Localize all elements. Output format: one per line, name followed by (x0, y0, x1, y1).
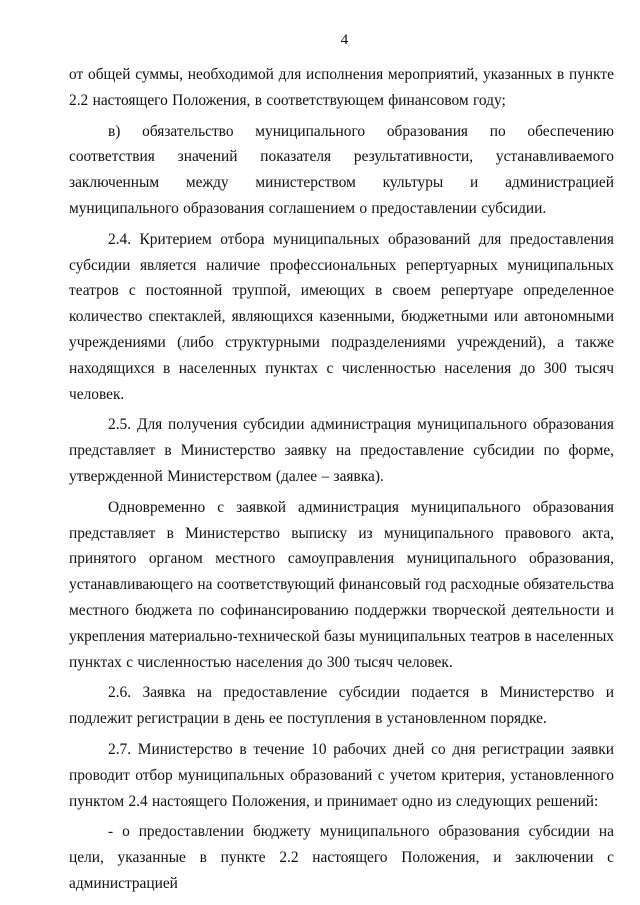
paragraph-decision-1: - о предоставлении бюджету муниципального образования субсидии на цели, указанные в пункте 2.2 настоящего Положения, и заключении с администрацией (69, 823, 614, 892)
paragraph-2-4: 2.4. Критерием отбора муниципальных образований для предоставления субсидии является наличие профессиональных репертуарных муниципальных театров с постоянной труппой, имеющих в своем репертуаре определенное количество спектаклей, являющихся казенными, бюджетными или автономными учреждениями (либо структурными подразделениями учреждений), а также находящихся в населенных пунктах с численностью населения до 300 тысяч человек. (69, 230, 614, 403)
paragraph-simultaneously: Одновременно с заявкой администрация муниципального образования представляет в Министерство выписку из муниципального правового акта, принятого органом местного самоуправления муниципального образования, устанавливающего на соответствующий финансовый год расходные обязательства местного бюджета по софинансированию поддержки творческой деятельности и укрепления материально-технической базы муниципальных театров в населенных пунктах с численностью населения до 300 тысяч человек. (69, 498, 614, 671)
page-number: 4 (340, 32, 349, 48)
paragraph-clause-v: в) обязательство муниципального образования по обеспечению соответствия значений показателя результативности, устанавливаемого заключенным между министерством культуры и администрацией муниципального образования соглашением о предоставлении субсидии. (69, 122, 614, 217)
paragraph-2-7: 2.7. Министерство в течение 10 рабочих дней со дня регистрации заявки проводит отбор муниципальных образований с учетом критерия, установленного пунктом 2.4 настоящего Положения, и принимает одно из следующих решений: (69, 740, 614, 810)
paragraph-2-5: 2.5. Для получения субсидии администрация муниципального образования представляет в Министерство заявку на предоставление субсидии по форме, утвержденной Министерством (далее – заявка). (69, 416, 614, 485)
paragraph-2-6: 2.6. Заявка на предоставление субсидии подается в Министерство и подлежит регистрации в день ее поступления в установленном порядке. (69, 684, 614, 728)
paragraph-continuation: от общей суммы, необходимой для исполнения мероприятий, указанных в пункте 2.2 настоящего Положения, в соответствующем финансовом году; (69, 66, 614, 109)
